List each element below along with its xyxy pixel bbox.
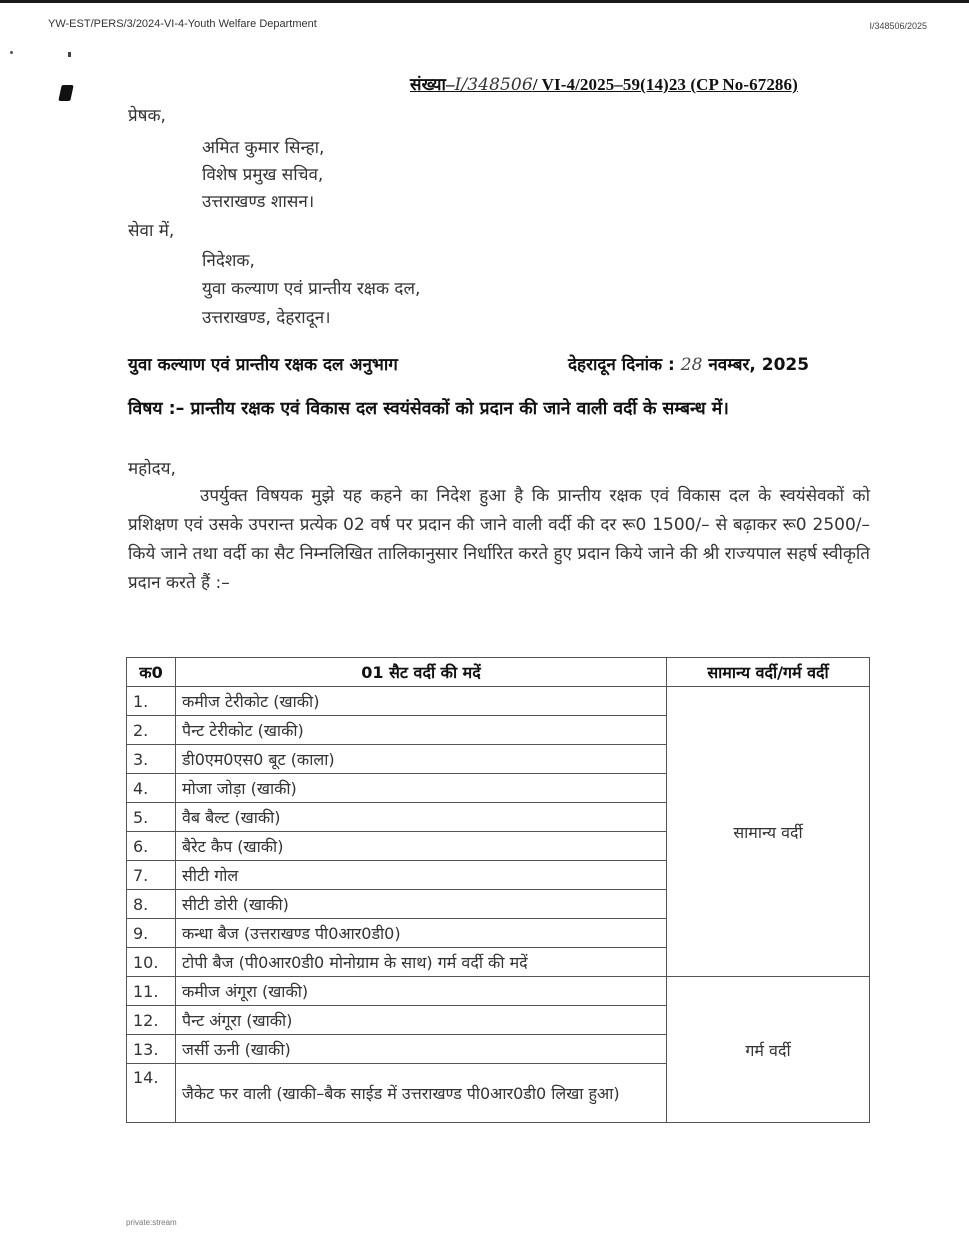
scan-top-edge — [0, 0, 969, 3]
category-normal-uniform: सामान्य वर्दी — [667, 687, 870, 977]
punch-hole-mark — [58, 85, 73, 101]
row-item: डी0एम0एस0 बूट (काला) — [176, 745, 667, 774]
row-number: 12. — [127, 1006, 176, 1035]
watermark: private:stream — [126, 1218, 177, 1227]
place-date — [568, 352, 809, 375]
row-item: कमीज अंगूरा (खाकी) — [176, 977, 667, 1006]
row-number: 2. — [127, 716, 176, 745]
recipient-department: युवा कल्याण एवं प्रान्तीय रक्षक दल, — [202, 279, 421, 299]
row-item: कन्धा बैज (उत्तराखण्ड पी0आर0डी0) — [176, 919, 667, 948]
table-header-row — [127, 658, 870, 687]
recipient-label: सेवा में, — [128, 221, 175, 241]
file-reference: YW-EST/PERS/3/2024-VI-4-Youth Welfare Department — [48, 18, 317, 30]
salutation: महोदय, — [128, 459, 176, 479]
row-number: 14. — [127, 1064, 176, 1123]
row-item: पैन्ट टेरीकोट (खाकी) — [176, 716, 667, 745]
scan-speck — [68, 52, 71, 57]
row-item: टोपी बैज (पी0आर0डी0 मोनोग्राम के साथ) गर्म वर्दी की मदें — [176, 948, 667, 977]
row-number: 11. — [127, 977, 176, 1006]
table-row — [127, 687, 870, 716]
row-item: सीटी डोरी (खाकी) — [176, 890, 667, 919]
letter-number-label: संख्या– — [410, 75, 455, 94]
row-item: मोजा जोड़ा (खाकी) — [176, 774, 667, 803]
scan-speck — [10, 51, 13, 54]
recipient-location: उत्तराखण्ड, देहरादून। — [202, 308, 331, 328]
department-section: युवा कल्याण एवं प्रान्तीय रक्षक दल अनुभाग — [128, 355, 398, 375]
header-category: सामान्य वर्दी/गर्म वर्दी — [667, 658, 870, 687]
row-item: जर्सी ऊनी (खाकी) — [176, 1035, 667, 1064]
row-item: सीटी गोल — [176, 861, 667, 890]
row-number: 6. — [127, 832, 176, 861]
header-item: 01 सैट वर्दी की मदें — [176, 658, 667, 687]
recipient-title: निदेशक, — [202, 251, 255, 271]
row-number: 7. — [127, 861, 176, 890]
row-number: 8. — [127, 890, 176, 919]
row-item: बैरेट कैप (खाकी) — [176, 832, 667, 861]
handwritten-number: I/348506 — [454, 75, 533, 95]
row-number: 4. — [127, 774, 176, 803]
uniform-items-table — [126, 657, 870, 1123]
sender-office: उत्तराखण्ड शासन। — [202, 192, 315, 212]
body-paragraph: उपर्युक्त विषयक मुझे यह कहने का निदेश हुआ है कि प्रान्तीय रक्षक एवं विकास दल के स्वयंसेवकों को प्रशिक्षण एवं उसके उपरान्त प्रत्येक 02 वर्ष पर प्रदान की जाने वाली वर्दी की दर रू0 1500/– से बढ़ाकर रू0 2500/– किये जाने तथा वर्दी का सैट निम्नलिखित तालिकानुसार निर्धारित करते हुए प्रदान किये जाने की श्री राज्यपाल सहर्ष स्वीकृति प्रदान करते हैं :– — [128, 486, 870, 593]
row-item: जैकेट फर वाली (खाकी–बैक साईड में उत्तराखण्ड पी0आर0डी0 लिखा हुआ) — [176, 1064, 667, 1123]
table-row — [127, 977, 870, 1006]
header-serial: क0 — [127, 658, 176, 687]
sender-label: प्रेषक, — [128, 106, 166, 126]
sender-name: अमित कुमार सिन्हा, — [202, 138, 325, 158]
row-number: 3. — [127, 745, 176, 774]
printed-number: / VI-4/2025–59(14)23 (CP No-67286) — [532, 75, 798, 94]
row-number: 10. — [127, 948, 176, 977]
category-winter-uniform: गर्म वर्दी — [667, 977, 870, 1123]
row-number: 5. — [127, 803, 176, 832]
row-number: 13. — [127, 1035, 176, 1064]
handwritten-day: 28 — [680, 355, 703, 375]
row-number: 1. — [127, 687, 176, 716]
sender-designation: विशेष प्रमुख सचिव, — [202, 165, 324, 185]
place-date-label: देहरादून दिनांक : — [568, 355, 675, 375]
row-number: 9. — [127, 919, 176, 948]
row-item: कमीज टेरीकोट (खाकी) — [176, 687, 667, 716]
letter-number — [410, 72, 798, 95]
month-year: नवम्बर, 2025 — [708, 355, 810, 375]
row-item: पैन्ट अंगूरा (खाकी) — [176, 1006, 667, 1035]
document-id: I/348506/2025 — [869, 21, 927, 31]
row-item: वैब बैल्ट (खाकी) — [176, 803, 667, 832]
subject-line: विषय :– प्रान्तीय रक्षक एवं विकास दल स्वयंसेवकों को प्रदान की जाने वाली वर्दी के सम्बन्ध में। — [128, 399, 729, 419]
